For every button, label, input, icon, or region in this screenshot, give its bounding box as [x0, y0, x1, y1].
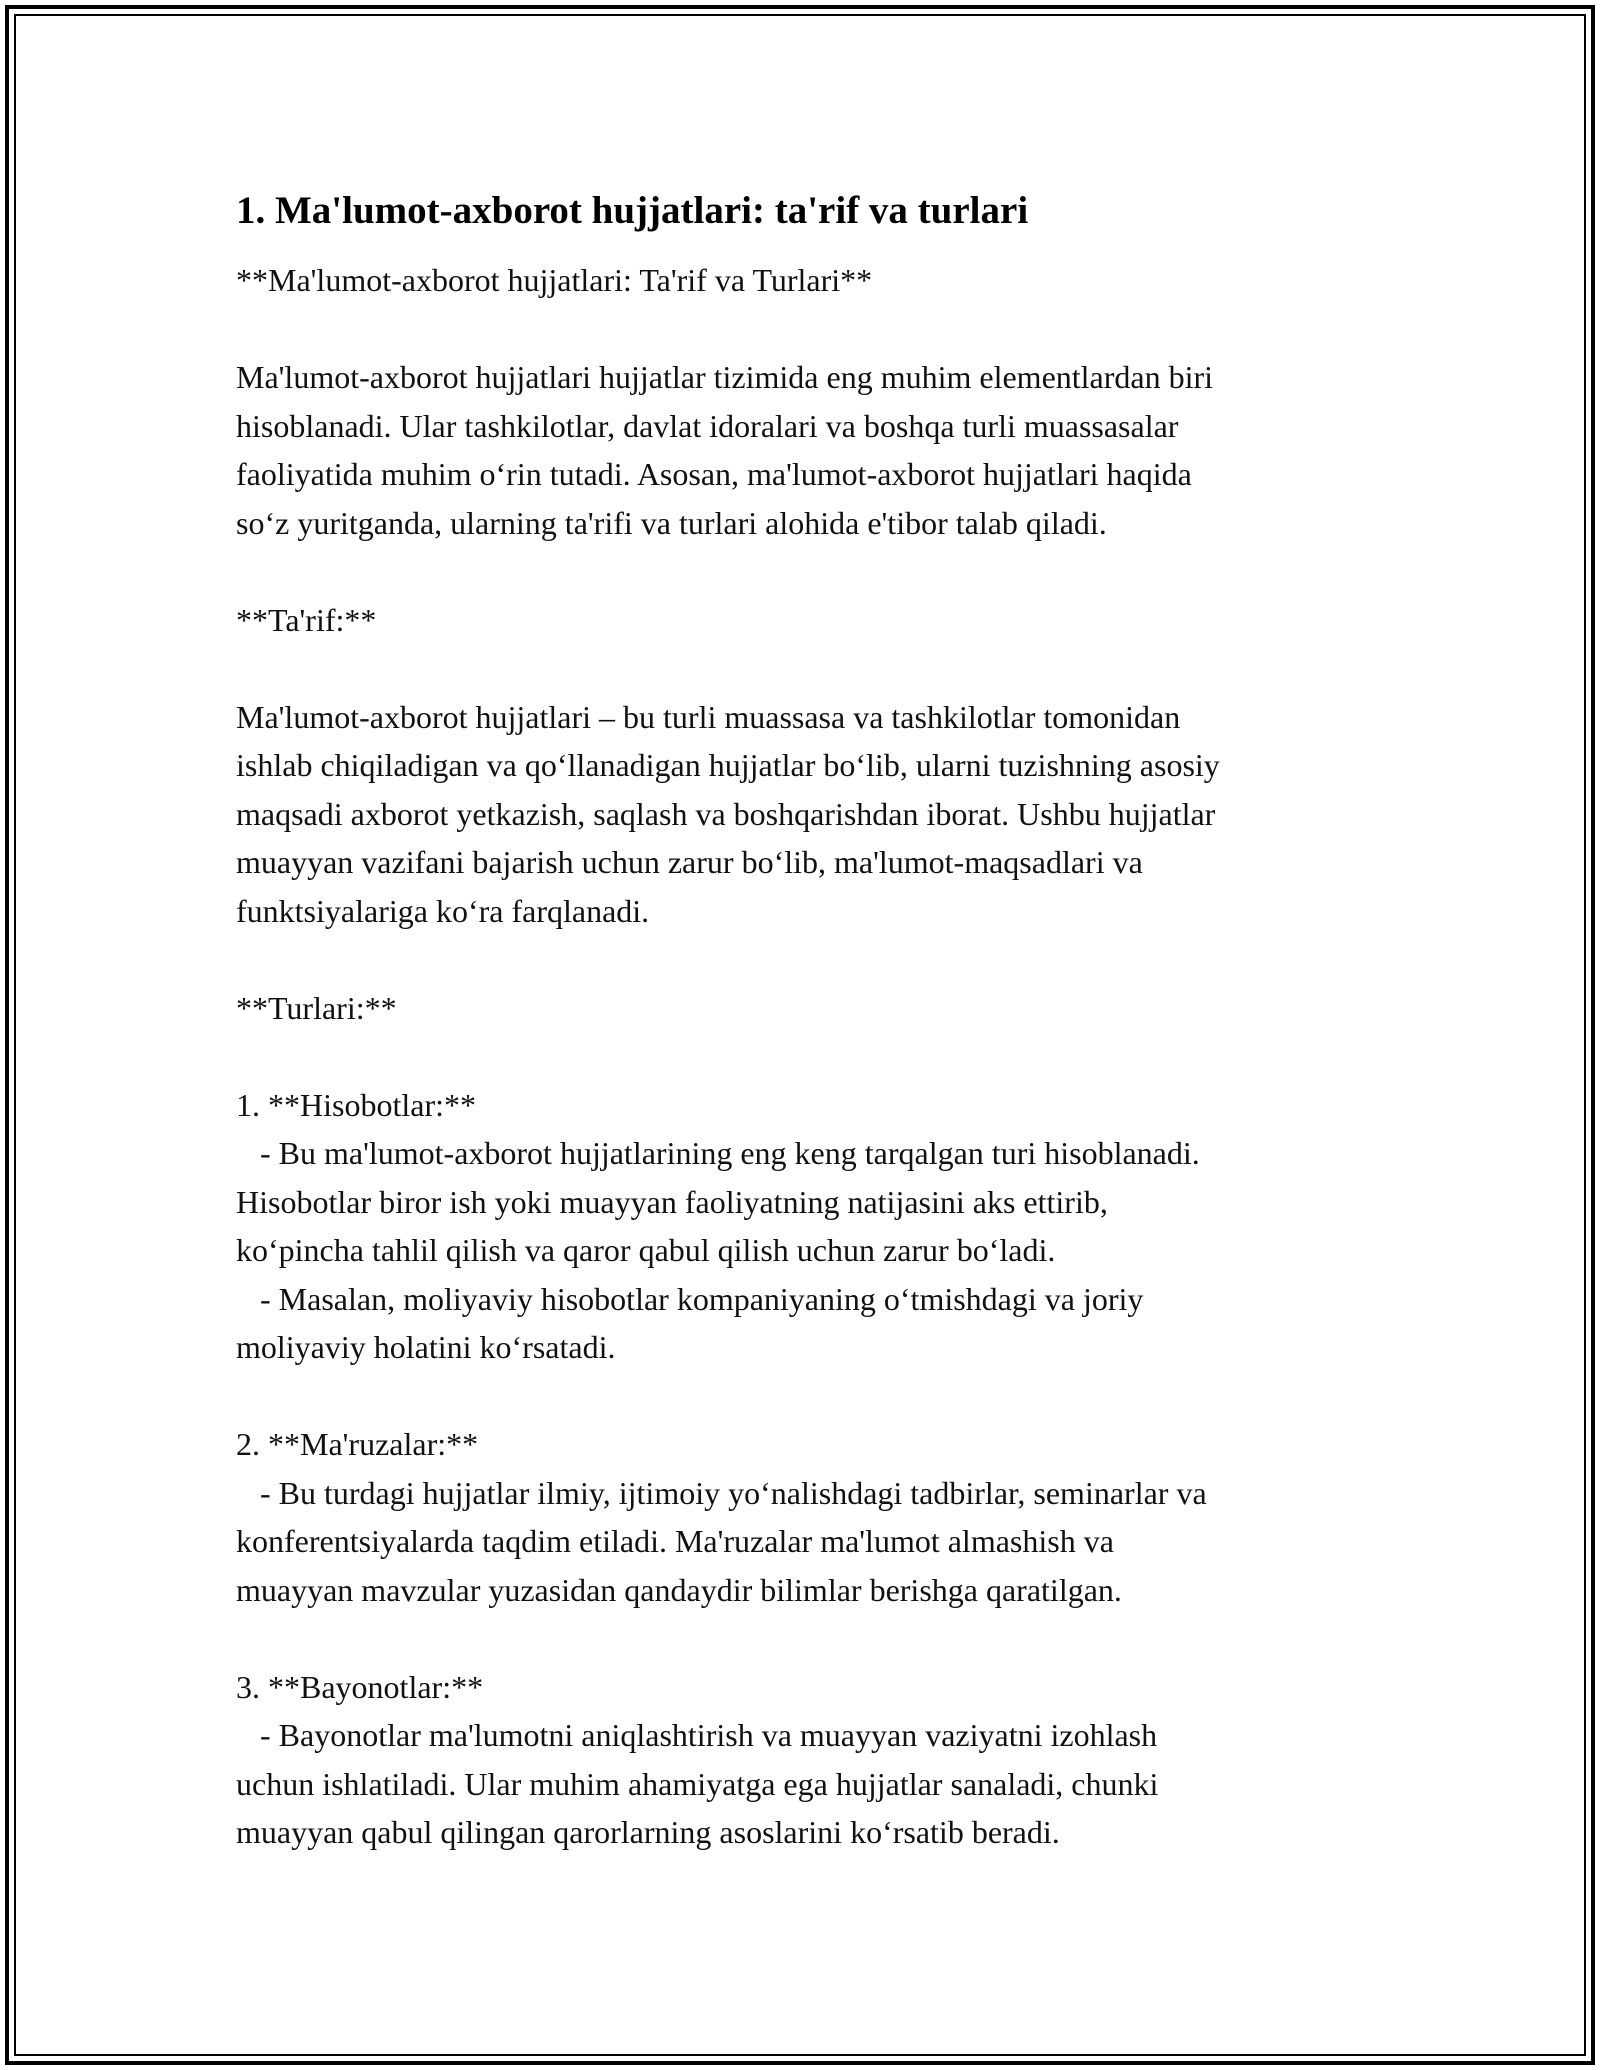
type-item-statements: [236, 1663, 1396, 1857]
definition-line: maqsadi axborot yetkazish, saqlash va boshqarishdan iborat. Ushbu hujjatlar: [236, 795, 1216, 832]
type-item-line: moliyaviy holatini ko‘rsatadi.: [236, 1329, 616, 1365]
intro-line: faoliyatida muhim o‘rin tutadi. Asosan, ma'lumot-axborot hujjatlari haqida: [236, 456, 1192, 492]
definition-line: muayyan vazifani bajarish uchun zarur bo‘lib, ma'lumot-maqsadlari va: [236, 844, 1143, 880]
type-item-title: 3. **Bayonotlar:**: [236, 1668, 484, 1705]
type-item-line: - Bayonotlar ma'lumotni aniqlashtirish va muayyan vaziyatni izohlash: [236, 1717, 1158, 1753]
document-heading: 1. Ma'lumot-axborot hujjatlari: ta'rif va turlari: [236, 189, 1029, 232]
paragraph-gap: [236, 644, 1396, 693]
intro-line: so‘z yuritganda, ularning ta'rifi va turlari alohida e'tibor talab qiladi.: [236, 504, 1107, 541]
type-item-line: muayyan mavzular yuzasidan qandaydir bilimlar berishga qaratilgan.: [236, 1571, 1122, 1608]
type-item-title: 2. **Ma'ruzalar:**: [236, 1426, 479, 1462]
definition-paragraph: [236, 693, 1396, 936]
intro-line: Ma'lumot-axborot hujjatlari hujjatlar tizimida eng muhim elementlardan biri: [236, 359, 1214, 395]
paragraph-gap: [236, 1032, 1396, 1081]
definition-line: funktsiyalariga ko‘ra farqlanadi.: [236, 892, 650, 929]
type-item-line: - Bu turdagi hujjatlar ilmiy, ijtimoiy yo‘nalishdagi tadbirlar, seminarlar va: [236, 1474, 1207, 1511]
type-item-line: muayyan qabul qilingan qarorlarning asoslarini ko‘rsatib beradi.: [236, 1814, 1060, 1850]
document-body: [236, 186, 1396, 1857]
type-item-line: konferentsiyalarda taqdim etiladi. Ma'ruzalar ma'lumot almashish va: [236, 1523, 1114, 1559]
type-item-line: Hisobotlar biror ish yoki muayyan faoliyatning natijasini aks ettirib,: [236, 1183, 1108, 1220]
type-item-title: 1. **Hisobotlar:**: [236, 1086, 476, 1123]
paragraph-gap: [236, 1372, 1396, 1421]
paragraph-gap: [236, 547, 1396, 596]
paragraph-gap: [236, 1614, 1396, 1663]
intro-paragraph: [236, 353, 1396, 547]
definition-heading: **Ta'rif:**: [236, 601, 377, 638]
type-item-line: - Masalan, moliyaviy hisobotlar kompaniyaning o‘tmishdagi va joriy: [236, 1280, 1144, 1317]
paragraph-gap: [236, 305, 1396, 354]
paragraph-gap: [236, 935, 1396, 984]
type-item-line: - Bu ma'lumot-axborot hujjatlarining eng keng tarqalgan turi hisoblanadi.: [236, 1135, 1200, 1171]
document-subtitle: **Ma'lumot-axborot hujjatlari: Ta'rif va Turlari**: [236, 262, 873, 298]
type-item-reports: [236, 1081, 1396, 1372]
type-item-lectures: [236, 1420, 1396, 1614]
definition-line: ishlab chiqiladigan va qo‘llanadigan hujjatlar bo‘lib, ularni tuzishning asosiy: [236, 747, 1220, 783]
types-heading: **Turlari:**: [236, 989, 397, 1026]
type-item-line: ko‘pincha tahlil qilish va qaror qabul qilish uchun zarur bo‘ladi.: [236, 1232, 1056, 1268]
type-item-line: uchun ishlatiladi. Ular muhim ahamiyatga ega hujjatlar sanaladi, chunki: [236, 1765, 1159, 1802]
definition-line: Ma'lumot-axborot hujjatlari – bu turli muassasa va tashkilotlar tomonidan: [236, 698, 1181, 735]
intro-line: hisoblanadi. Ular tashkilotlar, davlat idoralari va boshqa turli muassasalar: [236, 407, 1179, 444]
